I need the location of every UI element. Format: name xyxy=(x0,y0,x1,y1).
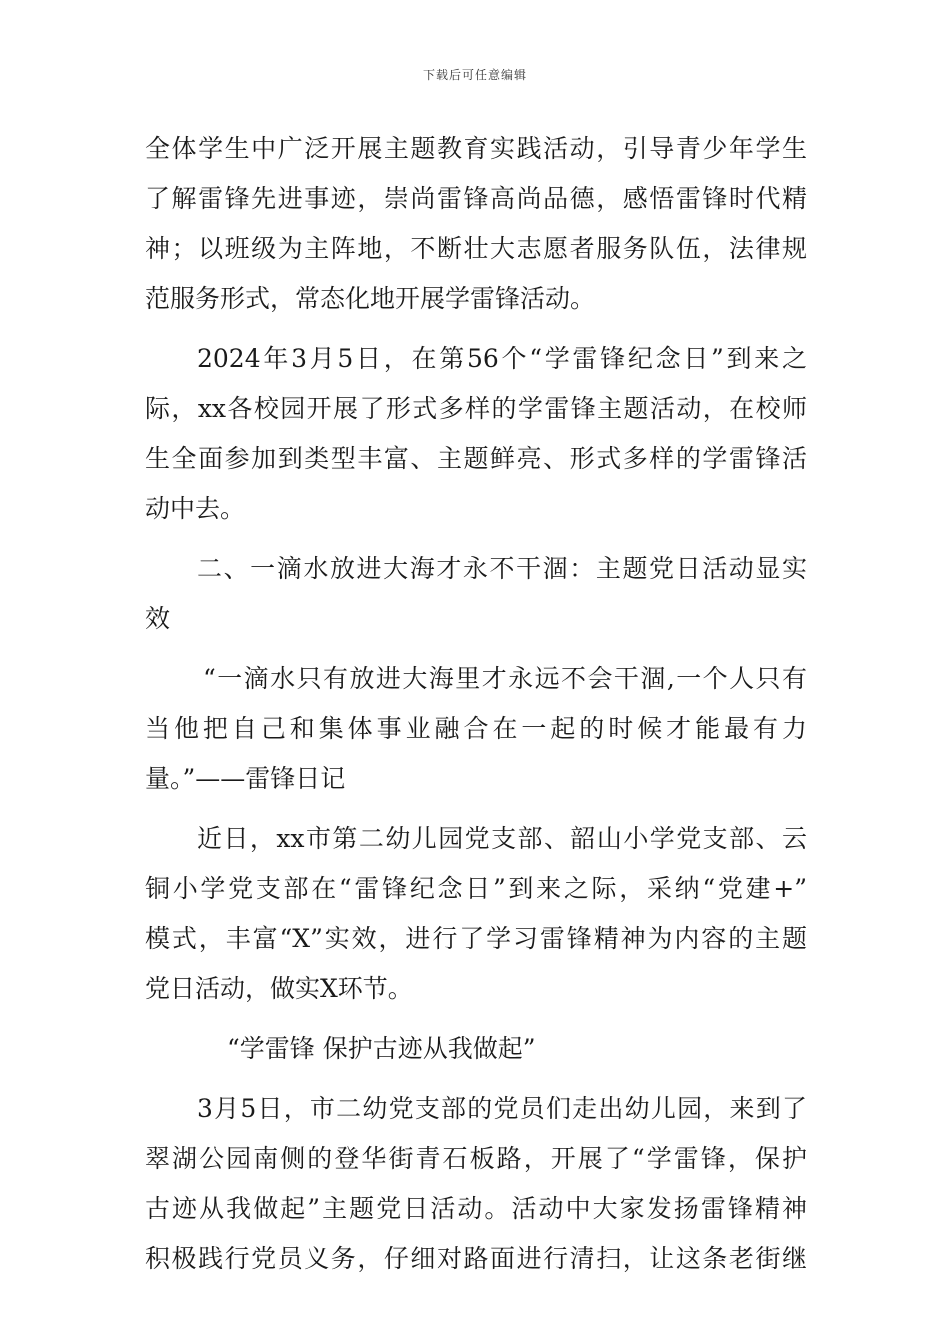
text-line: 二、一滴水放进大海才永不干涸：主题党日活动显实 xyxy=(197,554,807,583)
paragraph-2 xyxy=(145,334,807,534)
text-line: 动中去。 xyxy=(145,494,246,523)
text-line: 铜小学党支部在“雷锋纪念日”到来之际，采纳“党建+” xyxy=(145,874,807,903)
text-line: 范服务形式，常态化地开展学雷锋活动。 xyxy=(145,284,596,313)
text-line: 党日活动，做实X环节。 xyxy=(145,974,413,1003)
text-line: “一滴水只有放进大海里才永远不会干涸,一个人只有 xyxy=(203,664,807,693)
text-line: 翠湖公园南侧的登华街青石板路，开展了“学雷锋，保护 xyxy=(145,1144,807,1173)
text-line: 效 xyxy=(145,604,171,633)
text-line: 神；以班级为主阵地，不断壮大志愿者服务队伍，法律规 xyxy=(145,234,807,263)
text-line: 当他把自己和集体事业融合在一起的时候才能最有力 xyxy=(145,714,807,743)
text-line: 积极践行党员义务，仔细对路面进行清扫，让这条老街继 xyxy=(145,1244,807,1273)
text-line: 近日，xx市第二幼儿园党支部、韶山小学党支部、云 xyxy=(197,824,807,853)
paragraph-1 xyxy=(145,124,807,324)
text-line: 古迹从我做起”主题党日活动。活动中大家发扬雷锋精神 xyxy=(145,1194,807,1223)
subtitle: “学雷锋 保护古迹从我做起” xyxy=(227,1034,536,1063)
text-line: 了解雷锋先进事迹，崇尚雷锋高尚品德，感悟雷锋时代精 xyxy=(145,184,807,213)
document-body xyxy=(145,124,807,1284)
page-header: 下载后可任意编辑 xyxy=(422,68,527,82)
quote-paragraph xyxy=(145,654,807,804)
text-line: 全体学生中广泛开展主题教育实践活动，引导青少年学生 xyxy=(145,134,807,163)
text-line: 生全面参加到类型丰富、主题鲜亮、形式多样的学雷锋活 xyxy=(145,444,807,473)
paragraph-3 xyxy=(145,814,807,1014)
text-line: 模式，丰富“X”实效，进行了学习雷锋精神为内容的主题 xyxy=(145,924,807,953)
section-heading xyxy=(145,544,807,644)
text-line: 3月5日，市二幼党支部的党员们走出幼儿园，来到了 xyxy=(197,1094,807,1123)
text-line: 2024年3月5日，在第56个“学雷锋纪念日”到来之 xyxy=(197,344,807,373)
paragraph-4 xyxy=(145,1084,807,1284)
text-line: 际，xx各校园开展了形式多样的学雷锋主题活动，在校师 xyxy=(145,394,807,423)
text-line: 量。”——雷锋日记 xyxy=(145,764,346,793)
